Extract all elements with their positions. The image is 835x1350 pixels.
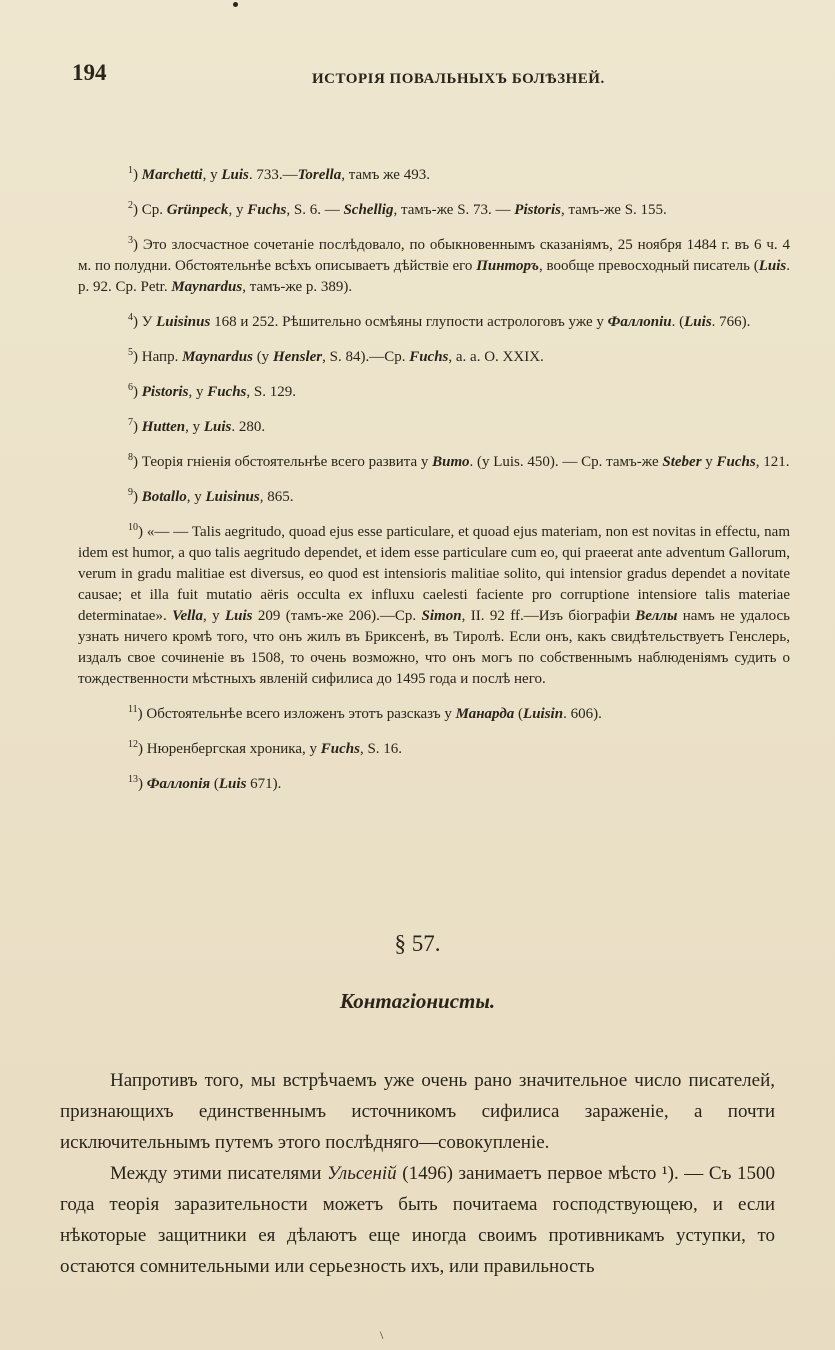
footnote: $^{13}$) Фаллопія (Luis 671). — [128, 774, 282, 792]
footnote-text: , вообще превосходный писатель ( — [538, 258, 759, 274]
footnote-text: Ср. — [141, 202, 167, 218]
footnote-citation: Luisinus — [205, 489, 260, 505]
footnote: $^9$) Botallo, у Luisinus, 865. — [128, 487, 294, 505]
footnote-text: , у — [202, 608, 225, 624]
footnote: $^2$) Ср. Grünpeck, у Fuchs, S. 6. — Schellig, тамъ-же S. 73. — Pistoris, тамъ-же S. 155. — [128, 200, 667, 218]
footnote-number: 2 — [128, 200, 133, 211]
footnote-citation: Luis — [758, 258, 787, 274]
footnote-text: , S. 6. — — [286, 202, 344, 218]
footnote-text: . (у Luis. 450). — Ср. тамъ-же — [469, 454, 663, 470]
footnote-citation: Luis — [221, 167, 249, 183]
footnote-text: . 766). — [711, 314, 751, 330]
footnote: $^5$) Напр. Maynardus (у Hensler, S. 84).—Ср. Fuchs, a. a. O. XXIX. — [128, 347, 544, 365]
footnote-citation: Grünpeck — [166, 202, 229, 218]
footnote-text: , у — [202, 167, 222, 183]
footnote-text: . ( — [671, 314, 685, 330]
footnote-citation: Hutten — [141, 419, 186, 435]
footnote-text: ( — [514, 706, 524, 722]
footnote-number: 12 — [128, 739, 138, 750]
footnote-text: Напр. — [141, 349, 183, 365]
footnote-citation: Luisinus — [156, 314, 211, 330]
footnote-citation: Maynardus — [171, 279, 243, 295]
footnote: $^4$) У Luisinus 168 и 252. Рѣшительно осмѣяны глупости астрологовъ уже у Фаллопіи. (Luis. 766). — [128, 312, 751, 330]
footnote-text: , тамъ же 493. — [341, 167, 430, 183]
footnote-citation: Schellig — [343, 202, 394, 218]
footnote: $^{10}$) «— — Talis aegritudo, quoad ejus esse particulare, et quoad ejus materiam, non est novitas in effectu, nam idem est humor, a quo talis aegritudo dependet, et idem esse particulare cum eo, qui praeerat ante adventum Gallorum, verum in gradu malitiae est diversus, eo quod est intensioris malitiae solito, qui intensior gradus dependet a novitate causae; et illa fuit mutatio aëris occulta ex influxu caelesti faciente pro corruptione intensiore talis materiae determinatae». Vella, у Luis 209 (тамъ-же 206).—Ср. Simon, II. 92 ff.—Изъ біографіи Веллы намъ не удалось узнать ничего кромѣ того, что онъ жилъ въ Бриксенѣ, въ Тиролѣ. Если онъ, какъ свидѣтельствуетъ Генслерь, издалъ свое сочиненіе въ 1508, то очень возможно, что онъ могъ по собственнымъ наблюденіямъ судить о тождественности мѣстныхъ явленій сифилиса до 1495 года и послѣ него. — [78, 522, 791, 687]
body-paragraph: Напротивъ того, мы встрѣчаемъ уже очень рано значительное число писателей, признающихъ единственнымъ источникомъ сифилиса зараженіе, а почти исключительнымъ путемъ этого послѣдняго—совокупленіе. — [60, 1070, 775, 1153]
footnote-text: . 280. — [231, 419, 266, 435]
footnotes — [78, 160, 790, 804]
footnote-text: , тамъ-же S. 155. — [560, 202, 667, 218]
footnote-citation: Marchetti — [141, 167, 203, 183]
footnote-text: Обстоятельнѣе всего изложенъ этотъ разсказъ у — [146, 706, 456, 722]
footnote-text: намъ не удалось узнать ничего кромѣ того, что онъ жилъ въ Бриксенѣ, въ Тиролѣ. Если онъ, какъ свидѣтельствуетъ Генслерь, издалъ свое сочиненіе въ 1508, то очень возможно, что онъ могъ по собственнымъ наблюденіямъ судить о тождественности мѣстныхъ явленій сифилиса до 1495 года и послѣ него. — [78, 608, 791, 687]
footnote-text: , 121. — [755, 454, 790, 470]
footnote-text: , 865. — [259, 489, 294, 505]
footnote-text: . p. 92. Ср. Petr. — [78, 258, 790, 295]
page-header — [72, 60, 772, 90]
footnote-number: 8 — [128, 452, 133, 463]
footnote-number: 11 — [128, 704, 138, 715]
footnote: $^3$) Это злосчастное сочетаніе послѣдовало, по обыкновеннымъ сказаніямъ, 25 ноября 1484 г. въ 6 ч. 4 м. по полудни. Обстоятельнѣе всѣхъ описываетъ дѣйствіе его Пинторъ, вообще превосходный писатель (Luis. p. 92. Ср. Petr. Maynardus, тамъ-же p. 389). — [78, 235, 790, 295]
footnote-text: , тамъ-же S. 73. — — [393, 202, 515, 218]
footnote-citation: Fuchs — [716, 454, 756, 470]
footnote: $^{11}$) Обстоятельнѣе всего изложенъ этотъ разсказъ у Манарда (Luisin. 606). — [128, 704, 602, 722]
footnote-text: , a. a. O. XXIX. — [448, 349, 544, 365]
footnote-text: У — [141, 314, 157, 330]
footnote-text: 671). — [246, 776, 282, 792]
footnote-citation: Pistoris — [514, 202, 561, 218]
footnote-number: 10 — [128, 522, 138, 533]
footnote-text: (у — [252, 349, 273, 365]
footnote-citation: Веллы — [635, 608, 678, 624]
footnote-text: , тамъ-же p. 389). — [242, 279, 353, 295]
footnote-text: , S. 129. — [246, 384, 296, 400]
footnote-text: ( — [210, 776, 219, 792]
footnote-citation: Luis — [684, 314, 712, 330]
footnote-citation: Luis — [225, 608, 253, 624]
footnote-citation: Luis — [203, 419, 232, 435]
footnote-number: 5 — [128, 347, 133, 358]
footnote-text: Теорія гніенія обстоятельнѣе всего развита у — [141, 454, 433, 470]
footnote-citation: Torella — [297, 167, 342, 183]
footnote-number: 6 — [128, 382, 133, 393]
footnote-text: «— — Talis aegritudo, quoad ejus esse particulare, et quoad ejus materiam, non est novitas in effectu, nam idem est humor, a quo talis aegritudo dependet, et idem esse particulare cum eo, qui praeerat ante adventum Gallorum, verum in gradu malitiae est diversus, eo quod est intensioris malitiae solito, qui intensior gradus dependet a novitate causae; et illa fuit mutatio aëris occulta ex influxu caelesti faciente pro corruptione intensiore talis materiae determinatae». — [78, 524, 790, 624]
footnote-number: 3 — [128, 235, 133, 246]
footnote-number: 13 — [128, 774, 138, 785]
author-name: Ульсеній — [327, 1163, 397, 1184]
footnote-number: 1 — [128, 165, 133, 176]
footnote-text: Это злосчастное сочетаніе послѣдовало, по обыкновеннымъ сказаніямъ, 25 ноября 1484 г. въ 6 ч. 4 м. по полудни. Обстоятельнѣе всѣхъ описываетъ дѣйствіе его — [78, 237, 790, 274]
body-text — [60, 1065, 775, 1282]
footnote-citation: Fuchs — [207, 384, 247, 400]
running-title: ИСТОРІЯ ПОВАЛЬНЫХЪ БОЛѢЗНЕЙ. — [312, 71, 605, 87]
footnote-text: . 733.— — [248, 167, 298, 183]
footnote-citation: Fuchs — [409, 349, 449, 365]
footnote-citation: Maynardus — [182, 349, 253, 365]
footnote-text: , у — [185, 419, 204, 435]
footnote-text: , S. 16. — [359, 741, 403, 757]
footnote-citation: Luisin — [523, 706, 564, 722]
footnote-citation: Fuchs — [247, 202, 287, 218]
footnote-citation: Steber — [662, 454, 702, 470]
footnote-citation: Фаллопія — [146, 776, 211, 792]
footnote-text: у — [701, 454, 717, 470]
footnote-citation: Фаллопіи — [607, 314, 672, 330]
bottom-mark: \ — [380, 1328, 384, 1342]
footnote-text: , у — [188, 384, 208, 400]
footnote-citation: Pistoris — [141, 384, 189, 400]
body-paragraph: Между этими писателями Ульсеній (1496) занимаетъ первое мѣсто ¹). — Съ 1500 года теорія заразительности можетъ быть почитаема господствующею, и если нѣкоторые защитники ея дѣлаютъ еще иногда своимъ противникамъ уступки, то остаются сомнительными или серьезность ихъ, или правильность — [60, 1163, 775, 1277]
footnote-text: , у — [228, 202, 248, 218]
footnote-text: 168 и 252. Рѣшительно осмѣяны глупости астрологовъ уже у — [210, 314, 608, 330]
footnote-text: , S. 84).—Ср. — [322, 349, 410, 365]
footnote: $^{12}$) Нюренбергская хроника, у Fuchs, S. 16. — [128, 739, 403, 757]
footnote-number: 4 — [128, 312, 133, 323]
footnote: $^1$) Marchetti, у Luis. 733.—Torella, тамъ же 493. — [128, 165, 430, 183]
footnote-citation: Hensler — [272, 349, 323, 365]
footnote-number: 9 — [128, 487, 133, 498]
footnote-citation: Simon — [421, 608, 462, 624]
footnote-citation: Манарда — [455, 706, 515, 722]
footnote-text: Нюренбергская хроника, у — [146, 741, 321, 757]
section-number: § 57. — [394, 931, 441, 956]
footnote-number: 7 — [128, 417, 133, 428]
footnote-citation: Вито — [432, 454, 470, 470]
footnote-text: 209 (тамъ-же 206).—Ср. — [252, 608, 422, 624]
footnote: $^6$) Pistoris, у Fuchs, S. 129. — [128, 382, 296, 400]
footnote-citation: Пинторъ — [476, 258, 539, 274]
page-number: 194 — [72, 60, 107, 85]
footnote-citation: Botallo — [141, 489, 187, 505]
section-title: Контагіонисты. — [339, 989, 496, 1013]
footnote-text: . 606). — [563, 706, 602, 722]
ink-dot — [233, 2, 238, 7]
footnote-citation: Luis — [218, 776, 247, 792]
footnote-text: , у — [186, 489, 206, 505]
footnote-citation: Fuchs — [320, 741, 360, 757]
footnote-citation: Vella — [172, 608, 203, 624]
footnote-text: , II. 92 ff.—Изъ біографіи — [461, 608, 636, 624]
footnote: $^7$) Hutten, у Luis. 280. — [128, 417, 266, 435]
footnote: $^8$) Теорія гніенія обстоятельнѣе всего развита у Вито. (у Luis. 450). — Ср. тамъ-же Steber у Fuchs, 121. — [128, 452, 790, 470]
